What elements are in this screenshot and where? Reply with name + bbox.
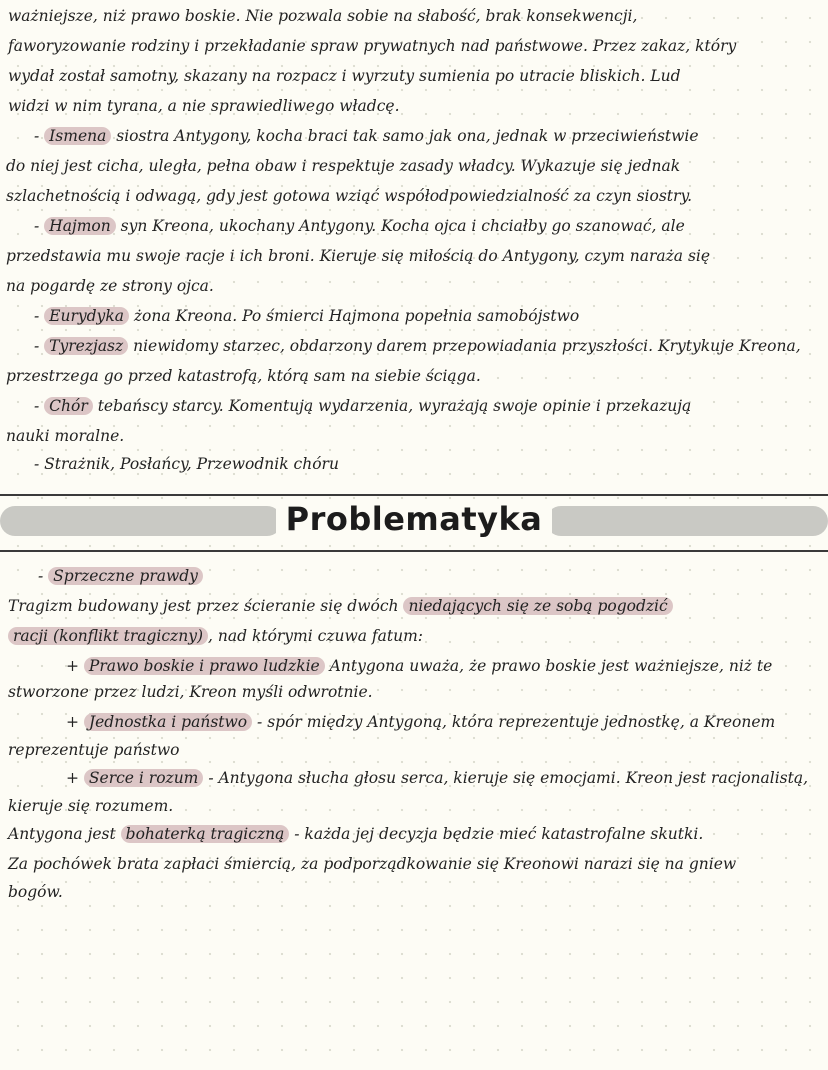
text-line: faworyzowanie rodziny i przekładanie spraw prywatnych nad państwowe. Przez zakaz, który [8,37,737,55]
character-name: Tyrezjasz [44,337,128,355]
character-name: Hajmon [44,217,116,235]
highlight: niedających się ze sobą pogodzić [403,597,672,615]
character-tyrezjasz: - Tyrezjasz niewidomy starzec, obdarzony darem przepowiadania przyszłości. Krytykuje Kreona, [34,337,801,355]
highlight: Prawo boskie i prawo ludzkie [84,657,325,675]
highlight: Serce i rozum [84,769,203,787]
paragraph-line: racji (konflikt tragiczny) , nad którymi czuwa fatum: [8,624,423,648]
character-chor: - Chór tebańscy starcy. Komentują wydarzenia, wyrażają swoje opinie i przekazują [34,397,692,415]
text-line: wydał został samotny, skazany na rozpacz i wyrzuty sumienia po utracie bliskich. Lud [8,67,681,85]
character-eurydyka: - Eurydyka żona Kreona. Po śmierci Hajmona popełnia samobójstwo [34,307,580,325]
text-line: szlachetnością i odwagą, gdy jest gotowa wziąć współodpowiedzialność za czyn siostry. [6,187,693,205]
text-line: do niej jest cicha, uległa, pełna obaw i respektuje zasady władcy. Wykazuje się jednak [6,157,681,175]
subheading: - Sprzeczne prawdy [38,564,203,588]
section-title: Problematyka [0,500,828,538]
character-hajmon: - Hajmon syn Kreona, ukochany Antygony. Kocha ojca i chciałby go szanować, ale [34,217,685,235]
highlight: Jednostka i państwo [84,713,252,731]
character-name: Eurydyka [44,307,129,325]
text-line: nauki moralne. [6,427,125,445]
paragraph-line: bogów. [8,883,63,901]
conflict-item: + Prawo boskie i prawo ludzkie Antygona uważa, że prawo boskie jest ważniejsze, niż te [66,657,773,675]
paragraph-line: Antygona jest bohaterką tragiczną - każda jej decyzja będzie mieć katastrofalne skutki. [8,825,704,843]
character-desc: tebańscy starcy. Komentują wydarzenia, wyrażają swoje opinie i przekazują [92,397,692,415]
conflict-item: + Jednostka i państwo - spór między Antygoną, która reprezentuje jednostkę, a Kreonem [66,713,776,731]
character-name: Chór [44,397,93,415]
subheading-text: Sprzeczne prawdy [48,567,203,585]
character-desc: żona Kreona. Po śmierci Hajmona popełnia samobójstwo [128,307,580,325]
text-line: na pogardę ze strony ojca. [6,277,214,295]
paragraph-line: Tragizm budowany jest przez ścieranie się dwóch niedających się ze sobą pogodzić [8,594,673,618]
text-line: przestrzega go przed katastrofą, którą sam na siebie ściąga. [6,367,481,385]
text-line: przedstawia mu swoje racje i ich broni. Kieruje się miłością do Antygony, czym naraża się [6,247,711,265]
paragraph-line: reprezentuje państwo [8,741,180,759]
character-desc: niewidomy starzec, obdarzony darem przepowiadania przyszłości. Krytykuje Kreona, [128,337,801,355]
character-desc: siostra Antygony, kocha braci tak samo jak ona, jednak w przeciwieństwie [111,127,699,145]
paragraph-line: kieruje się rozumem. [8,797,174,815]
paragraph-line: Za pochówek brata zapłaci śmiercią, za podporządkowanie się Kreonowi narazi się na gniew [8,855,737,873]
section-header [0,494,828,552]
text-line: widzi w nim tyrana, a nie sprawiedliwego władcę. [8,97,400,115]
conflict-item: + Serce i rozum - Antygona słucha głosu serca, kieruje się emocjami. Kreon jest racjonalistą, [66,769,809,787]
highlight: bohaterką tragiczną [121,825,290,843]
character-ismena: - Ismena siostra Antygony, kocha braci tak samo jak ona, jednak w przeciwieństwie [34,127,699,145]
character-desc: syn Kreona, ukochany Antygony. Kocha ojca i chciałby go szanować, ale [115,217,685,235]
character-others: - Strażnik, Posłańcy, Przewodnik chóru [34,455,339,473]
text-line: ważniejsze, niż prawo boskie. Nie pozwala sobie na słabość, brak konsekwencji, [8,7,638,25]
character-name: Ismena [44,127,111,145]
highlight: racji (konflikt tragiczny) [8,627,208,645]
header-bottom-rule [0,550,828,552]
header-top-rule [0,494,828,496]
paragraph-line: stworzone przez ludzi, Kreon myśli odwrotnie. [8,683,373,701]
